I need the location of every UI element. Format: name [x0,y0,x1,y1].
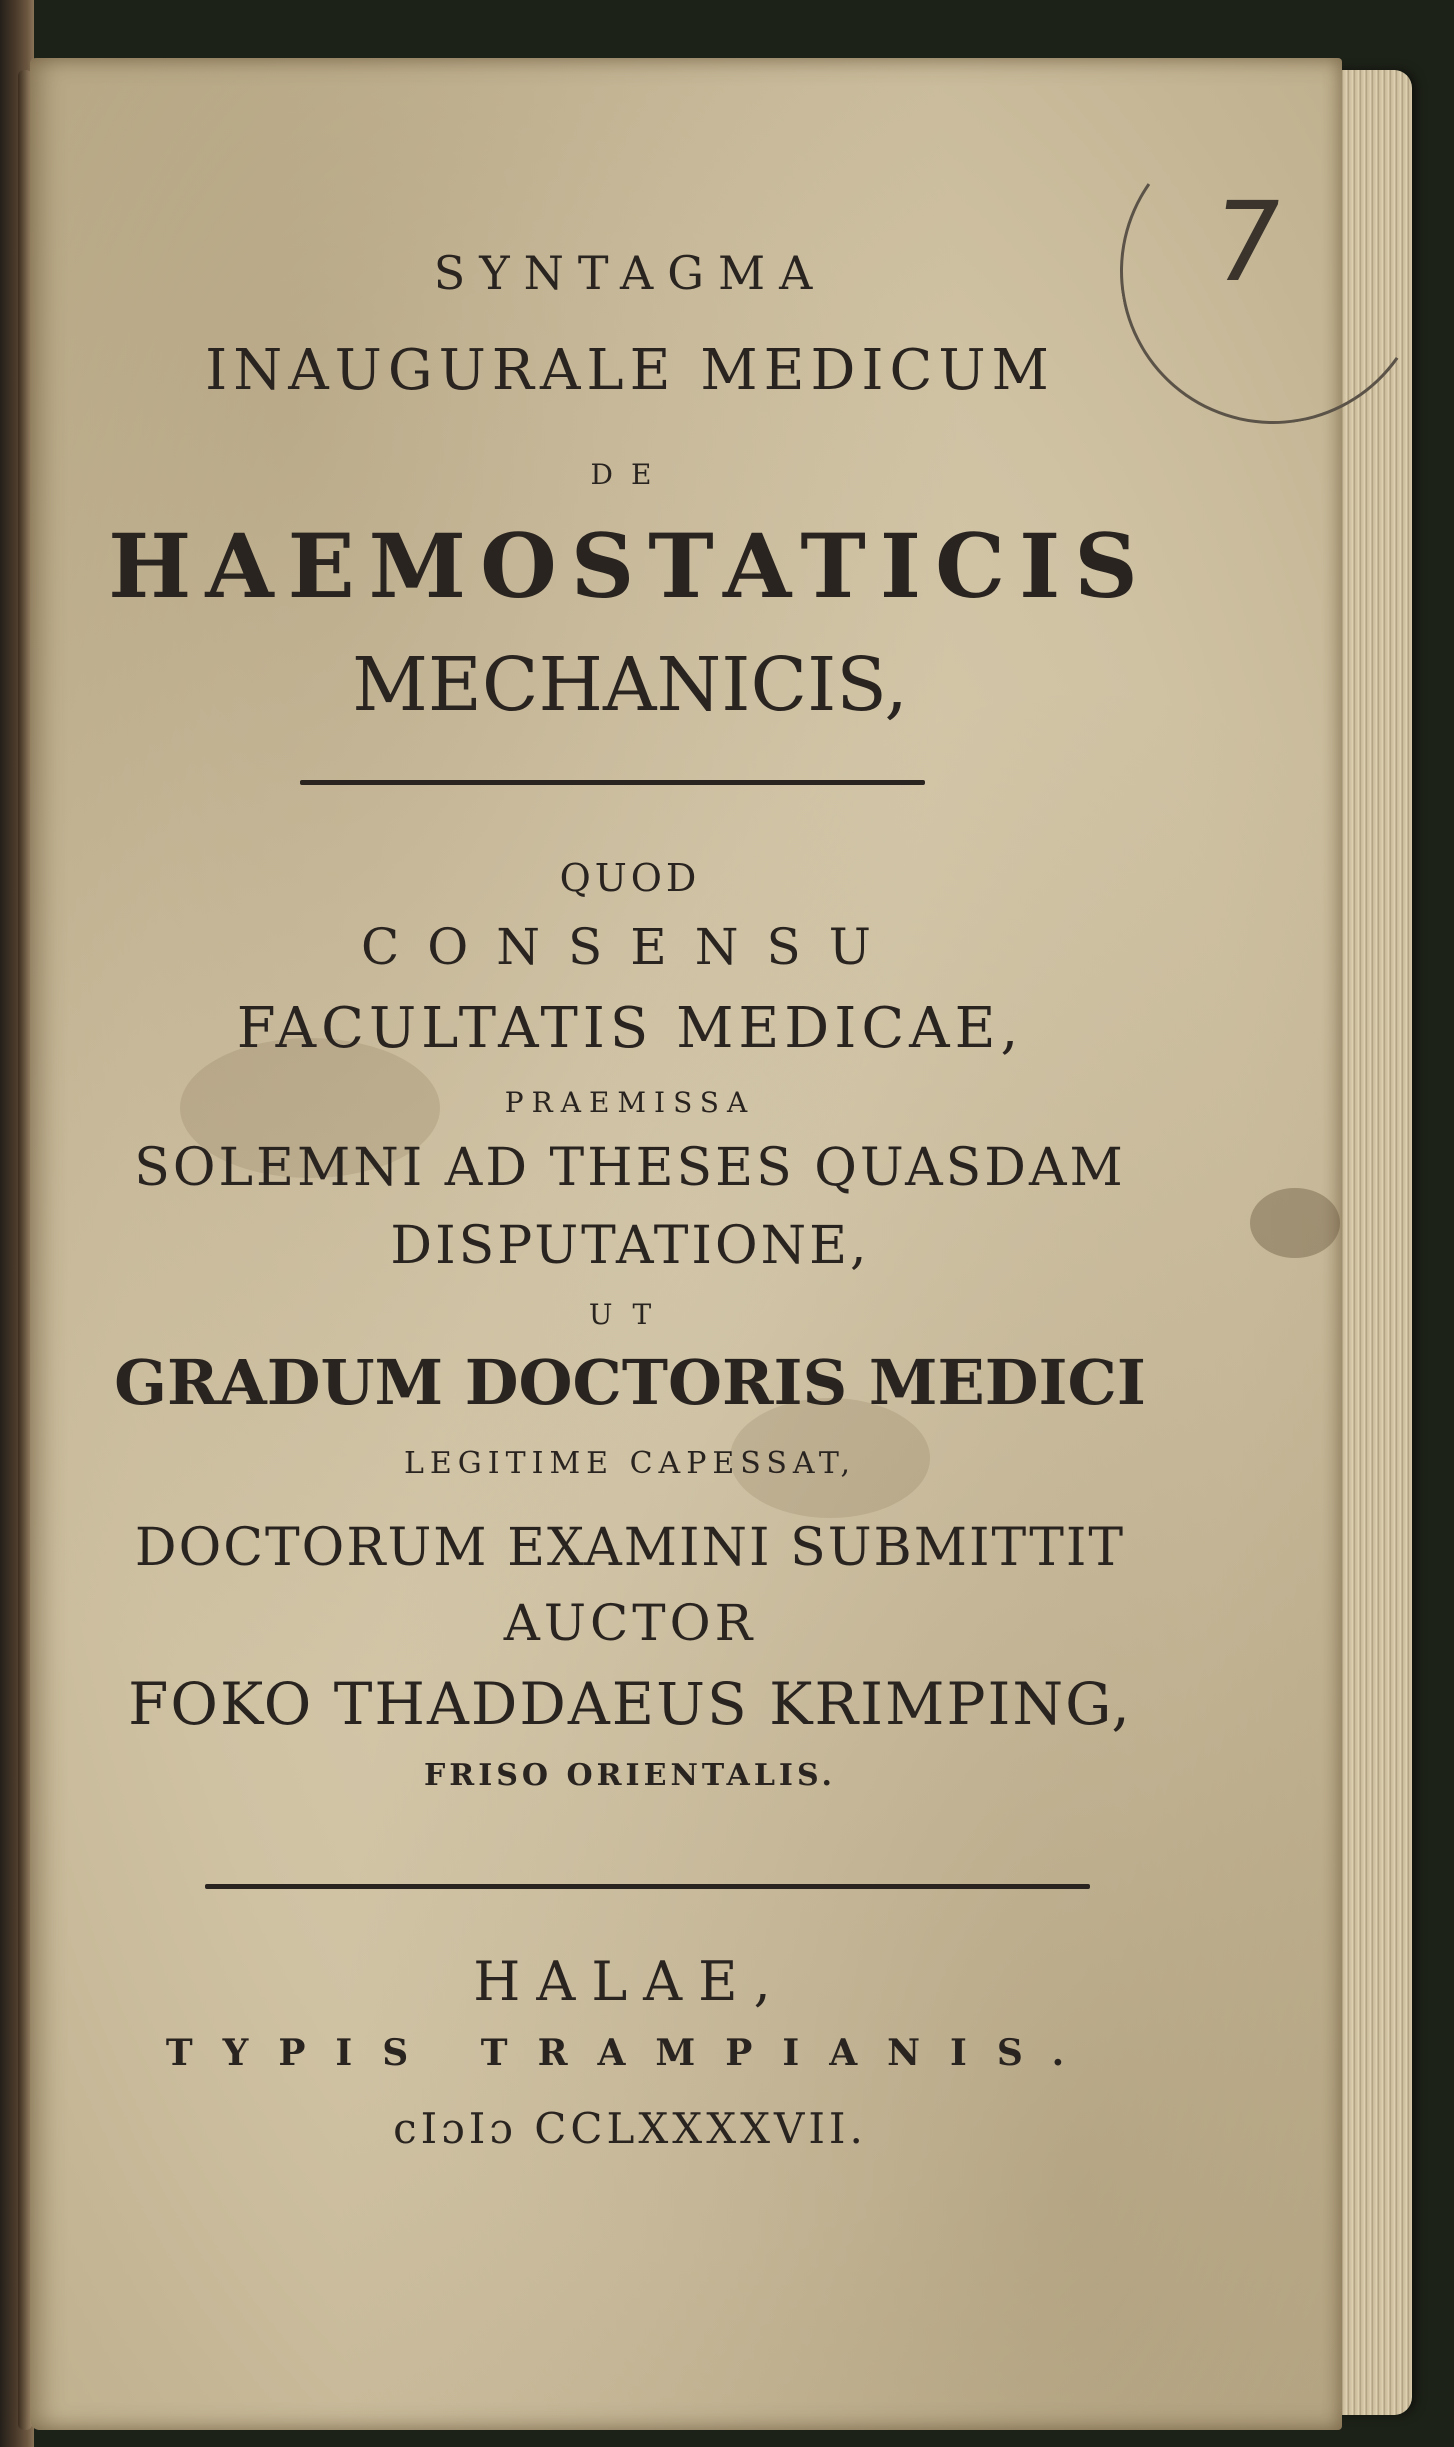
title-line-gradum: GRADUM DOCTORIS MEDICI [114,1346,1146,1419]
horizontal-rule [205,1884,1090,1889]
title-line-de: DE [590,458,670,491]
title-line-ut: UT [588,1298,672,1331]
title-line-haemostaticis: HAEMOSTATICIS [108,514,1152,618]
title-line-friso: FRISO ORIENTALIS. [423,1758,837,1793]
title-line-inaugurale: INAUGURALE MEDICUM [205,338,1055,403]
imprint-printer: TYPIS TRAMPIANIS. [165,2032,1095,2074]
imprint-place: HALAE, [473,1950,787,2013]
title-line-doctorum: DOCTORUM EXAMINI SUBMITTIT [134,1518,1126,1578]
title-line-praemissa: PRAEMISSA [504,1086,756,1119]
title-line-legitime: LEGITIME CAPESSAT, [403,1446,857,1481]
horizontal-rule [300,780,925,785]
imprint-year: cIɔIɔ CCLXXXXVII. [393,2104,867,2153]
title-line-author-name: FOKO THADDAEUS KRIMPING, [128,1670,1132,1738]
title-line-disputatione: DISPUTATIONE, [390,1216,870,1276]
shelf-number: 7 [1203,178,1291,306]
paper-stain [1250,1188,1340,1258]
title-line-auctor: AUCTOR [503,1594,757,1652]
title-page [30,58,1342,2430]
title-line-facultatis: FACULTATIS MEDICAE, [236,996,1024,1061]
title-line-quod: QUOD [559,856,701,900]
title-line-mechanicis: MECHANICIS, [352,642,908,728]
title-line-solemni: SOLEMNI AD THESES QUASDAM [134,1138,1126,1198]
title-line-syntagma: SYNTAGMA [433,246,827,300]
title-line-consensu: CONSENSU [361,918,899,976]
